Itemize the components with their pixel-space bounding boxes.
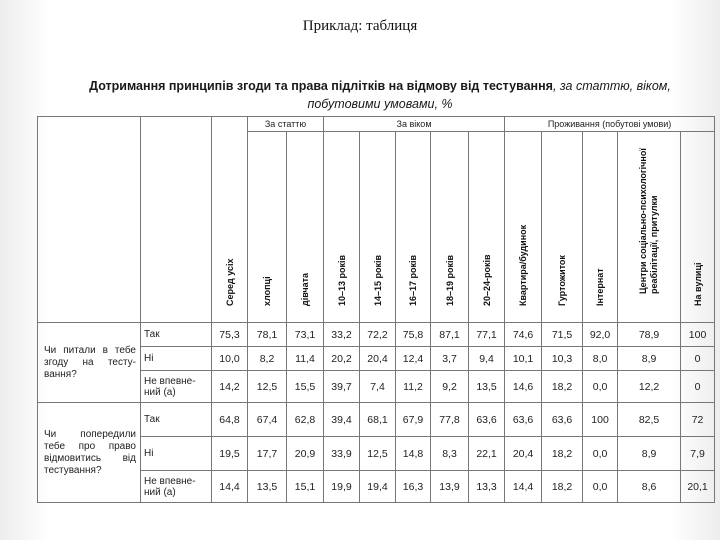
value-cell: 11,4 — [287, 347, 324, 371]
col-header: 10–13 років — [324, 132, 360, 323]
col-header: 18–19 років — [431, 132, 469, 323]
value-cell: 8,6 — [618, 471, 681, 503]
value-cell: 14,4 — [505, 471, 542, 503]
answer-cell: Не впевне-ний (а) — [141, 471, 212, 503]
answer-cell: Ні — [141, 437, 212, 471]
answer-cell: Так — [141, 403, 212, 437]
group-header-living: Проживання (побутові умови) — [505, 117, 715, 132]
value-cell: 73,1 — [287, 323, 324, 347]
value-cell: 13,5 — [469, 371, 505, 403]
value-cell: 14,8 — [396, 437, 431, 471]
value-cell: 0,0 — [583, 437, 618, 471]
col-header: На вулиці — [681, 132, 715, 323]
answer-cell: Так — [141, 323, 212, 347]
value-cell: 0,0 — [583, 471, 618, 503]
value-cell: 12,2 — [618, 371, 681, 403]
value-cell: 82,5 — [618, 403, 681, 437]
col-header: Серед усіх — [212, 117, 248, 323]
col-header: дівчата — [287, 132, 324, 323]
value-cell: 13,9 — [431, 471, 469, 503]
value-cell: 18,2 — [542, 471, 583, 503]
group-header-age: За віком — [324, 117, 505, 132]
col-header: 16–17 років — [396, 132, 431, 323]
value-cell: 13,3 — [469, 471, 505, 503]
value-cell: 78,9 — [618, 323, 681, 347]
answer-cell: Ні — [141, 347, 212, 371]
value-cell: 39,4 — [324, 403, 360, 437]
col-header: 20–24-років — [469, 132, 505, 323]
value-cell: 8,3 — [431, 437, 469, 471]
table-row — [38, 403, 715, 437]
value-cell: 20,4 — [505, 437, 542, 471]
value-cell: 12,5 — [360, 437, 396, 471]
value-cell: 9,2 — [431, 371, 469, 403]
question-cell: Чи попередили тебе про право відмовитись від тестування? — [38, 403, 141, 503]
value-cell: 19,5 — [212, 437, 248, 471]
value-cell: 14,6 — [505, 371, 542, 403]
value-cell: 20,2 — [324, 347, 360, 371]
value-cell: 19,9 — [324, 471, 360, 503]
value-cell: 68,1 — [360, 403, 396, 437]
value-cell: 20,4 — [360, 347, 396, 371]
corner-cell — [38, 117, 141, 323]
value-cell: 0 — [681, 371, 715, 403]
value-cell: 75,3 — [212, 323, 248, 347]
value-cell: 100 — [583, 403, 618, 437]
value-cell: 17,7 — [248, 437, 287, 471]
value-cell: 15,5 — [287, 371, 324, 403]
col-header: хлопці — [248, 132, 287, 323]
value-cell: 0 — [681, 347, 715, 371]
value-cell: 11,2 — [396, 371, 431, 403]
corner-cell-2 — [141, 117, 212, 323]
table-caption-bold: Дотримання принципів згоди та права підлітків на відмову від тестування — [89, 79, 553, 93]
value-cell: 9,4 — [469, 347, 505, 371]
value-cell: 39,7 — [324, 371, 360, 403]
value-cell: 7,9 — [681, 437, 715, 471]
table-body — [38, 323, 715, 503]
value-cell: 33,9 — [324, 437, 360, 471]
value-cell: 62,8 — [287, 403, 324, 437]
col-header: Центри соціально-психологічної реабілітації, притулки — [618, 132, 681, 323]
value-cell: 100 — [681, 323, 715, 347]
value-cell: 72 — [681, 403, 715, 437]
col-header: 14–15 років — [360, 132, 396, 323]
table-caption — [60, 77, 700, 113]
value-cell: 72,2 — [360, 323, 396, 347]
value-cell: 7,4 — [360, 371, 396, 403]
value-cell: 63,6 — [542, 403, 583, 437]
value-cell: 78,1 — [248, 323, 287, 347]
value-cell: 10,3 — [542, 347, 583, 371]
value-cell: 14,4 — [212, 471, 248, 503]
value-cell: 22,1 — [469, 437, 505, 471]
value-cell: 75,8 — [396, 323, 431, 347]
group-header-gender: За статтю — [248, 117, 324, 132]
value-cell: 77,8 — [431, 403, 469, 437]
value-cell: 12,5 — [248, 371, 287, 403]
question-cell: Чи питали в тебе згоду на тесту-вання? — [38, 323, 141, 403]
value-cell: 87,1 — [431, 323, 469, 347]
value-cell: 63,6 — [505, 403, 542, 437]
value-cell: 12,4 — [396, 347, 431, 371]
value-cell: 92,0 — [583, 323, 618, 347]
value-cell: 20,9 — [287, 437, 324, 471]
value-cell: 10,0 — [212, 347, 248, 371]
col-header: Квартира/будинок — [505, 132, 542, 323]
value-cell: 18,2 — [542, 437, 583, 471]
value-cell: 0,0 — [583, 371, 618, 403]
value-cell: 74,6 — [505, 323, 542, 347]
col-header: Гуртожиток — [542, 132, 583, 323]
value-cell: 77,1 — [469, 323, 505, 347]
value-cell: 33,2 — [324, 323, 360, 347]
value-cell: 71,5 — [542, 323, 583, 347]
value-cell: 10,1 — [505, 347, 542, 371]
value-cell: 8,2 — [248, 347, 287, 371]
table-row — [38, 323, 715, 347]
value-cell: 8,9 — [618, 437, 681, 471]
value-cell: 3,7 — [431, 347, 469, 371]
slide-title: Приклад: таблиця — [302, 18, 418, 34]
value-cell: 13,5 — [248, 471, 287, 503]
value-cell: 16,3 — [396, 471, 431, 503]
value-cell: 64,8 — [212, 403, 248, 437]
answer-cell: Не впевне-ний (а) — [141, 371, 212, 403]
value-cell: 67,9 — [396, 403, 431, 437]
value-cell: 19,4 — [360, 471, 396, 503]
value-cell: 8,9 — [618, 347, 681, 371]
table-caption-italic: , за статтю, віком, побутовими умовами, % — [307, 79, 671, 111]
value-cell: 67,4 — [248, 403, 287, 437]
value-cell: 18,2 — [542, 371, 583, 403]
value-cell: 20,1 — [681, 471, 715, 503]
data-table — [37, 116, 715, 503]
value-cell: 63,6 — [469, 403, 505, 437]
col-header: Інтернат — [583, 132, 618, 323]
value-cell: 8,0 — [583, 347, 618, 371]
value-cell: 14,2 — [212, 371, 248, 403]
value-cell: 15,1 — [287, 471, 324, 503]
